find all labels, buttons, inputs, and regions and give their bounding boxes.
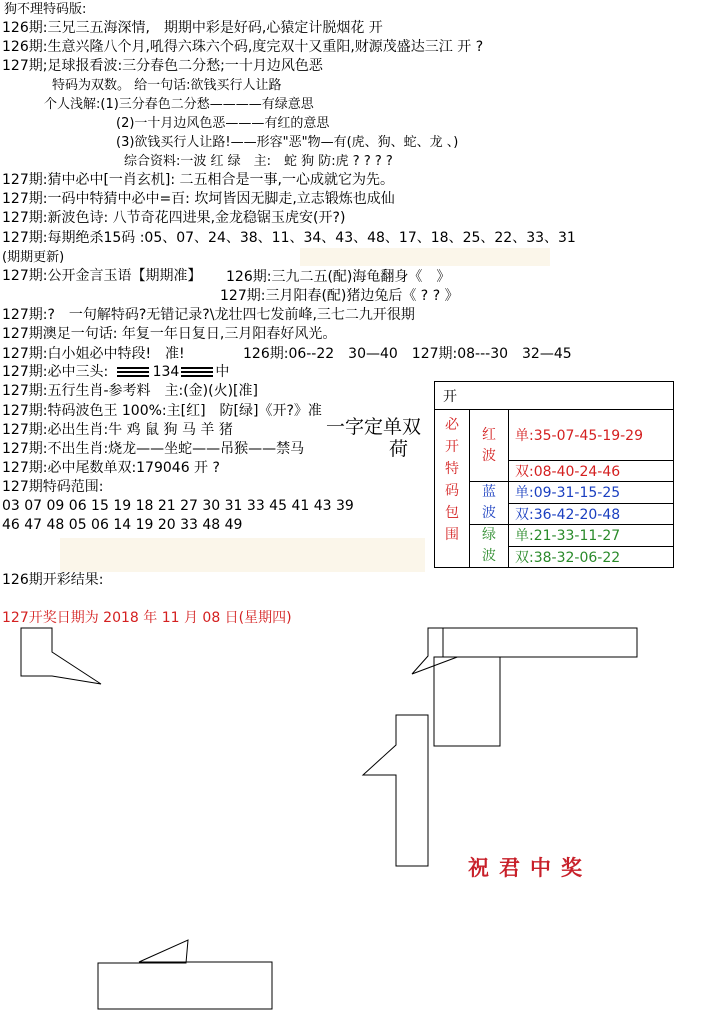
callout-top-wide	[443, 628, 637, 657]
text-line: 127期:特码波色王 100%:主[红] 防[绿]《开?》准	[2, 403, 322, 419]
text-line: 127期:不出生肖:烧龙——坐蛇——吊猴——禁马	[2, 441, 305, 457]
page-title: 狗不理特码版:	[4, 2, 87, 17]
results-label: 126期开彩结果:	[2, 572, 104, 588]
odd-numbers: 单:09-31-15-25	[515, 485, 621, 502]
text-line: 特码为双数。 给一句话:欲钱买行人让路	[52, 78, 282, 93]
text-line: 126期:06--22 30—40 127期:08---30 32—45	[243, 346, 572, 362]
text-line: 综合资料:一波 红 绿 主: 蛇 狗 防:虎 ? ? ? ?	[124, 154, 393, 169]
text-line: 127期:公开金言玉语【期期准】	[2, 268, 202, 284]
odd-numbers: 单:21-33-11-27	[515, 528, 621, 545]
text-line: 127期:五行生肖-参考料 主:(金)(火)[准]	[2, 383, 258, 399]
text-line: 127期:猜中必中[一肖玄机]: 二五相合是一事,一心成就它为先。	[2, 172, 394, 188]
even-numbers: 双:38-32-06-22	[515, 549, 621, 566]
text-line: (2)一十月边风色恶———有红的意思	[116, 116, 330, 131]
number-range: 03 07 09 06 15 19 18 21 27 30 31 33 45 41 43 39	[2, 498, 354, 514]
arrow-column	[363, 715, 428, 866]
text-line: 127期特码范围:	[2, 479, 104, 495]
text-segment: 中	[215, 364, 230, 380]
blessing-text: 祝君中奖	[468, 856, 592, 880]
text-line: 127期:三月阳春(配)猪边兔后《 ? ? 》	[220, 288, 459, 304]
even-numbers: 双:36-42-20-48	[515, 506, 621, 523]
group-label: 红波	[482, 426, 496, 464]
text-line: 127期澳足一句话: 年复一年日复日,三月阳春好风光。	[2, 326, 337, 342]
text-line: 127期:白小姐必中特段! 准!	[2, 346, 185, 362]
text-line: (期期更新)	[2, 250, 65, 265]
number-range: 46 47 48 05 06 14 19 20 33 48 49	[2, 517, 243, 533]
text-line: 127期:每期绝杀15码 :05、07、24、38、11、34、43、48、17、18、25、22、33、31	[2, 230, 576, 246]
text-line: 127期:必出生肖:牛 鸡 鼠 狗 马 羊 猪	[2, 422, 233, 438]
callout-bottom	[98, 940, 272, 1009]
side-label-text: 必开特码包围	[445, 417, 459, 543]
heading-he: 荷	[389, 438, 409, 460]
text-line: 127期:新波色诗: 八节奇花四进果,金龙稳锯玉虎安(开?)	[2, 210, 346, 226]
text-segment: 127期:必中三头:	[2, 364, 109, 380]
text-segment: 134	[152, 364, 180, 380]
heading-danshuang: 一字定单双	[326, 416, 422, 438]
text-line: 126期:三兄三五海深情, 期期中彩是好码,心猿定计脱烟花 开	[2, 20, 383, 36]
group-label: 绿波	[482, 527, 496, 564]
group-label: 蓝波	[482, 484, 496, 521]
table-header-label: 开	[443, 388, 457, 405]
text-line: 127期:? 一句解特码?无错记录?\龙壮四七发前峰,三七二九开很期	[2, 307, 415, 323]
text-line: 126期:三九二五(配)海龟翻身《 》	[226, 269, 451, 285]
text-line: 127期:必中尾数单双:179046 开 ?	[2, 460, 220, 476]
text-line: 127期:一码中特猜中必中=百: 坎坷皆因无脚走,立志锻炼也成仙	[2, 191, 395, 207]
text-line: 个人浅解:(1)三分春色二分愁————有绿意思	[44, 97, 314, 112]
text-line: 126期:生意兴隆八个月,吼得六珠六个码,度完双十又重阳,财源茂盛达三江 开 ?	[2, 39, 484, 55]
callout-left	[21, 628, 101, 684]
arrow-head-box	[434, 657, 500, 746]
odd-numbers: 单:35-07-45-19-29	[515, 428, 643, 444]
text-line: (3)欲钱买行人让路!——形容"恶"物—有(虎、狗、蛇、龙 、)	[116, 135, 459, 150]
text-line: 127期;足球报看波:三分春色二分愁;一十月边风色恶	[2, 58, 323, 74]
draw-date: 127开奖日期为 2018 年 11 月 08 日(星期四)	[2, 610, 292, 626]
even-numbers: 双:08-40-24-46	[515, 464, 621, 480]
